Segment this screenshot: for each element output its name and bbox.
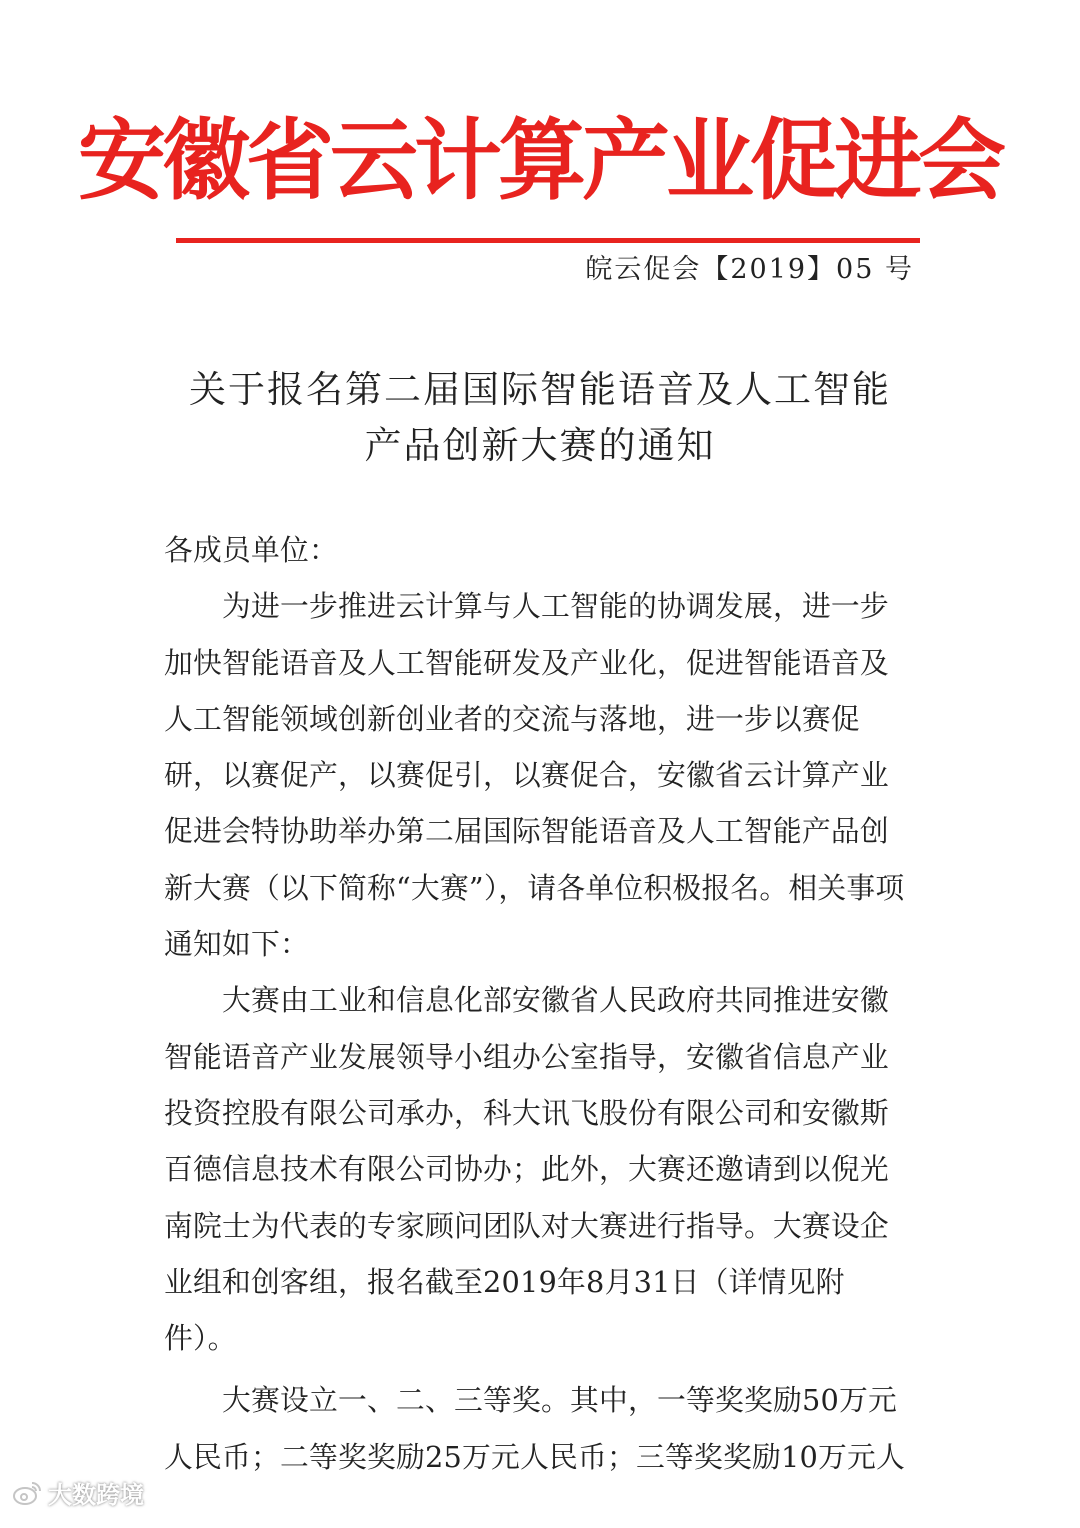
- title-line-2: 产品创新大赛的通知: [364, 424, 716, 467]
- paragraph-1: 为进一步推进云计算与人工智能的协调发展，进一步加快智能语音及人工智能研发及产业化，促进智能语音及人工智能领域创新创业者的交流与落地，进一步以赛促研，以赛促产，以赛促引，以赛促合，安徽省云计算产业促进会特协助举办第二届国际智能语音及人工智能产品创新大赛（以下简称“大赛”），请各单位积极报名。相关事项通知如下：: [164, 589, 905, 962]
- letterhead-organization: 安徽省云计算产业促进会: [77, 109, 1002, 212]
- salutation: 各成员单位：: [164, 533, 338, 567]
- paragraph-2: 大赛由工业和信息化部安徽省人民政府共同推进安徽智能语音产业发展领导小组办公室指导，安徽省信息产业投资控股有限公司承办，科大讯飞股份有限公司和安徽斯百德信息技术有限公司协办；此外，大赛还邀请到以倪光南院士为代表的专家顾问团队对大赛进行指导。大赛设企业组和创客组，报名截至2019年8月31日（详情见附件）。: [164, 983, 889, 1356]
- document-number: 皖云促会【2019】05 号: [585, 254, 914, 285]
- title-line-1: 关于报名第二届国际智能语音及人工智能: [189, 368, 891, 411]
- weibo-logo-icon: [12, 1480, 42, 1506]
- document-body: [164, 522, 916, 1485]
- watermark-text: 大数跨境: [48, 1481, 144, 1509]
- letterhead-divider: [176, 238, 920, 243]
- paragraph-3: 大赛设立一、二、三等奖。其中，一等奖奖励50万元人民币；二等奖奖励25万元人民币；三等奖奖励10万元人: [164, 1383, 906, 1474]
- document-title: [100, 362, 980, 474]
- watermark: [12, 1475, 144, 1510]
